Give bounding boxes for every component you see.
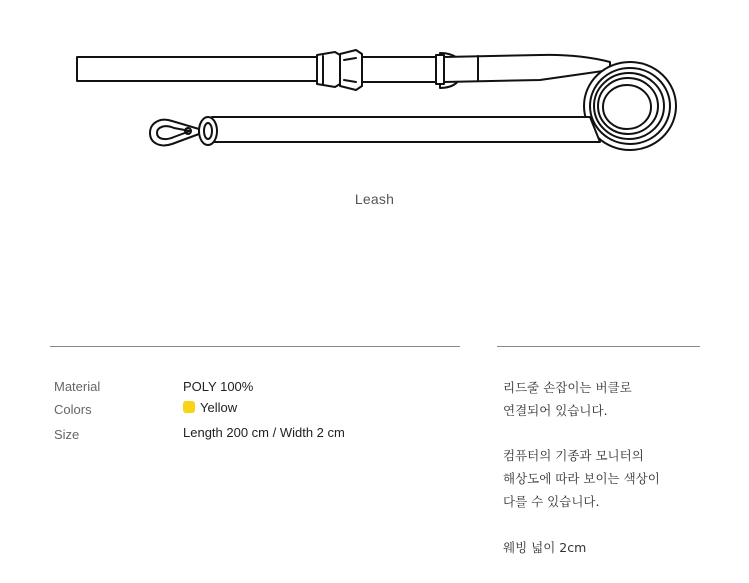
note-line: 다를 수 있습니다. [503, 494, 600, 509]
product-caption: Leash [354, 191, 395, 207]
spec-value: Length 200 cm / Width 2 cm [183, 425, 345, 440]
leash-illustration [70, 40, 690, 158]
note-line: 연결되어 있습니다. [503, 403, 608, 418]
spec-label: Colors [54, 402, 92, 417]
note-line: 리드줄 손잡이는 버클로 [503, 380, 632, 395]
spec-value: Yellow [200, 400, 238, 415]
note-line: 웨빙 넓이 2cm [503, 540, 587, 555]
color-swatch [183, 401, 195, 413]
spec-label: Size [54, 427, 80, 442]
spec-value: POLY 100% [183, 379, 254, 394]
note-line: 컴퓨터의 기종과 모니터의 [503, 448, 644, 463]
divider-left [50, 346, 460, 347]
note-line: 해상도에 따라 보이는 색상이 [503, 471, 660, 486]
divider-right [497, 346, 700, 347]
color-value [183, 400, 237, 415]
spec-label: Material [54, 379, 101, 394]
